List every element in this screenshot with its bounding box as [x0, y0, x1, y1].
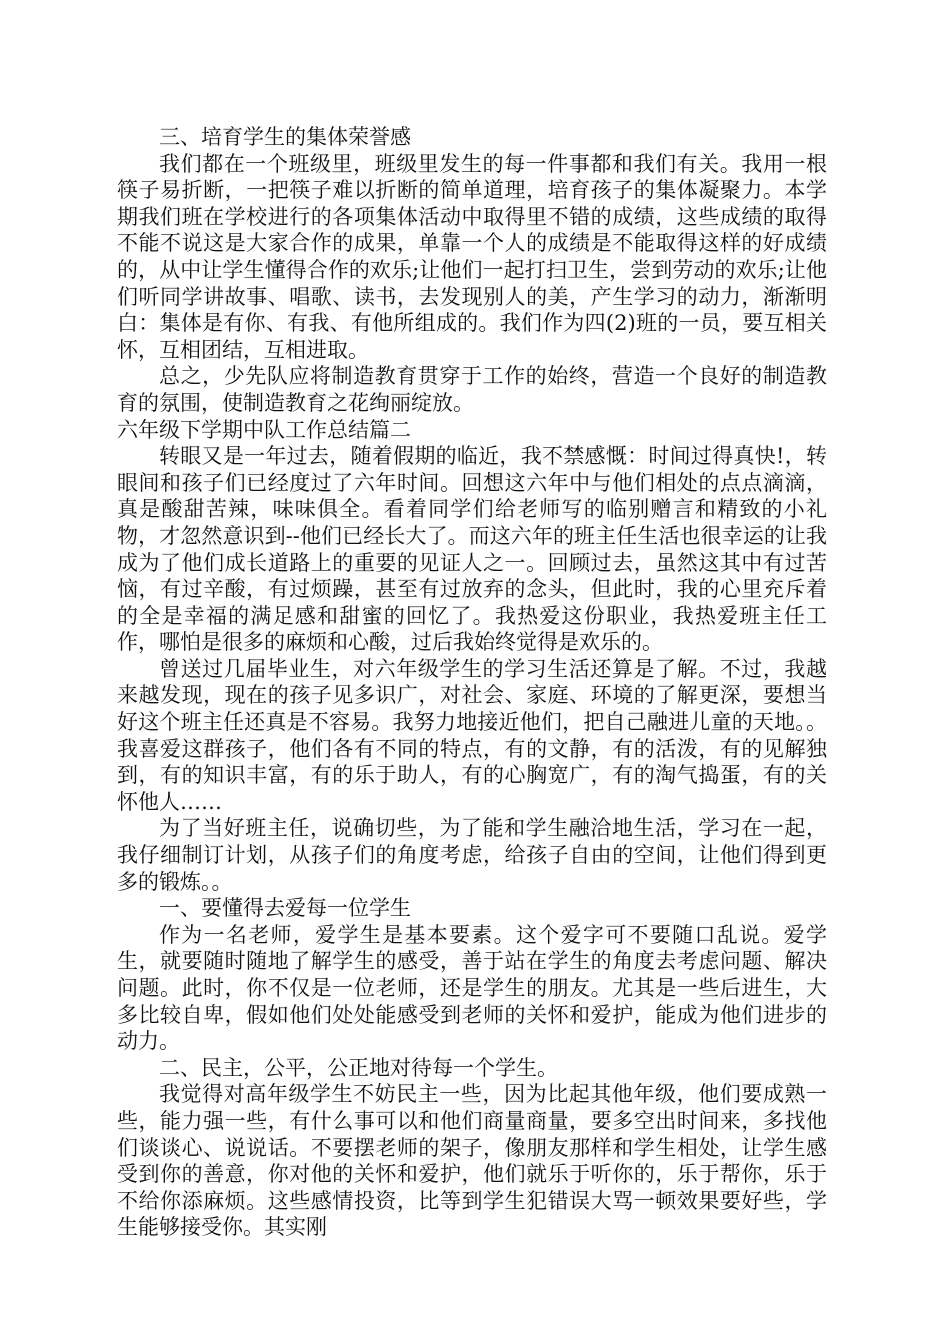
document-body [117, 124, 827, 1241]
paragraph-year-review: 转眼又是一年过去，随着假期的临近，我不禁感慨：时间过得真快!，转眼间和孩子们已经度过了六年时间。回想这六年中与他们相处的点点滴滴，真是酸甜苦辣，味味俱全。看着同学们给老师写的临别赠言和精致的小礼物，才忽然意识到--他们已经长大了。而这六年的班主任生活也很幸运的让我成为了他们成长道路上的重要的见证人之一。回顾过去，虽然这其中有过苦恼，有过辛酸，有过烦躁，甚至有过放弃的念头，但此时，我的心里充斥着的全是幸福的满足感和甜蜜的回忆了。我热爱这份职业，我热爱班主任工作，哪怕是很多的麻烦和心酸，过后我始终觉得是欢乐的。 [117, 444, 827, 655]
section-heading-love-students: 一、要懂得去爱每一位学生 [159, 896, 411, 921]
paragraph-graduates: 曾送过几届毕业生，对六年级学生的学习生活还算是了解。不过，我越来越发现，现在的孩子见多识广，对社会、家庭、环境的了解更深，要想当好这个班主任还真是不容易。我努力地接近他们，把自己融进儿童的天地。。我喜爱这群孩子，他们各有不同的特点，有的文静，有的活泼，有的见解独到，有的知识丰富，有的乐于助人，有的心胸宽广，有的淘气捣蛋，有的关怀他人…… [117, 656, 827, 814]
paragraph-class-teacher-plan: 为了当好班主任，说确切些，为了能和学生融洽地生活，学习在一起，我仔细制订计划，从孩子们的角度考虑，给孩子自由的空间，让他们得到更多的锻炼。。 [117, 816, 827, 894]
section-heading-collective-honor: 三、培育学生的集体荣誉感 [159, 125, 411, 149]
section-heading-fairness: 二、民主，公平，公正地对待每一个学生。 [159, 1055, 558, 1080]
article-title-part-two: 六年级下学期中队工作总结篇二 [117, 417, 411, 442]
paragraph-democracy: 我觉得对高年级学生不妨民主一些，因为比起其他年级，他们要成熟一些，能力强一些，有什么事可以和他们商量商量，要多空出时间来，多找他们谈谈心、说说话。不要摆老师的架子，像朋友那样和学生相处，让学生感受到你的善意，你对他的关怀和爱护，他们就乐于听你的，乐于帮你，乐于不给你添麻烦。这些感情投资，比等到学生犯错误大骂一顿效果要好些，学生能够接受你。其实刚 [117, 1082, 827, 1240]
paragraph-love-students: 作为一名老师，爱学生是基本要素。这个爱字可不要随口乱说。爱学生，就要随时随地了解学生的感受，善于站在学生的角度去考虑问题、解决问题。此时，你不仅是一位老师，还是学生的朋友。尤其是一些后进生，大多比较自卑，假如他们处处能感受到老师的关怀和爱护，能成为他们进步的动力。 [117, 922, 827, 1054]
paragraph-conclusion: 总之，少先队应将制造教育贯穿于工作的始终，营造一个良好的制造教育的氛围，使制造教育之花绚丽绽放。 [117, 364, 827, 415]
paragraph-collective-honor: 我们都在一个班级里，班级里发生的每一件事都和我们有关。我用一根筷子易折断，一把筷子难以折断的简单道理，培育孩子的集体凝聚力。本学期我们班在学校进行的各项集体活动中取得里不错的成绩，这些成绩的取得不能不说这是大家合作的成果，单靠一个人的成绩是不能取得这样的好成绩的，从中让学生懂得合作的欢乐;让他们一起打扫卫生，尝到劳动的欢乐;让他们听同学讲故事、唱歌、读书，去发现别人的美，产生学习的动力，渐渐明白：集体是有你、有我、有他所组成的。我们作为四(2)班的一员，要互相关怀，互相团结，互相进取。 [117, 151, 827, 362]
